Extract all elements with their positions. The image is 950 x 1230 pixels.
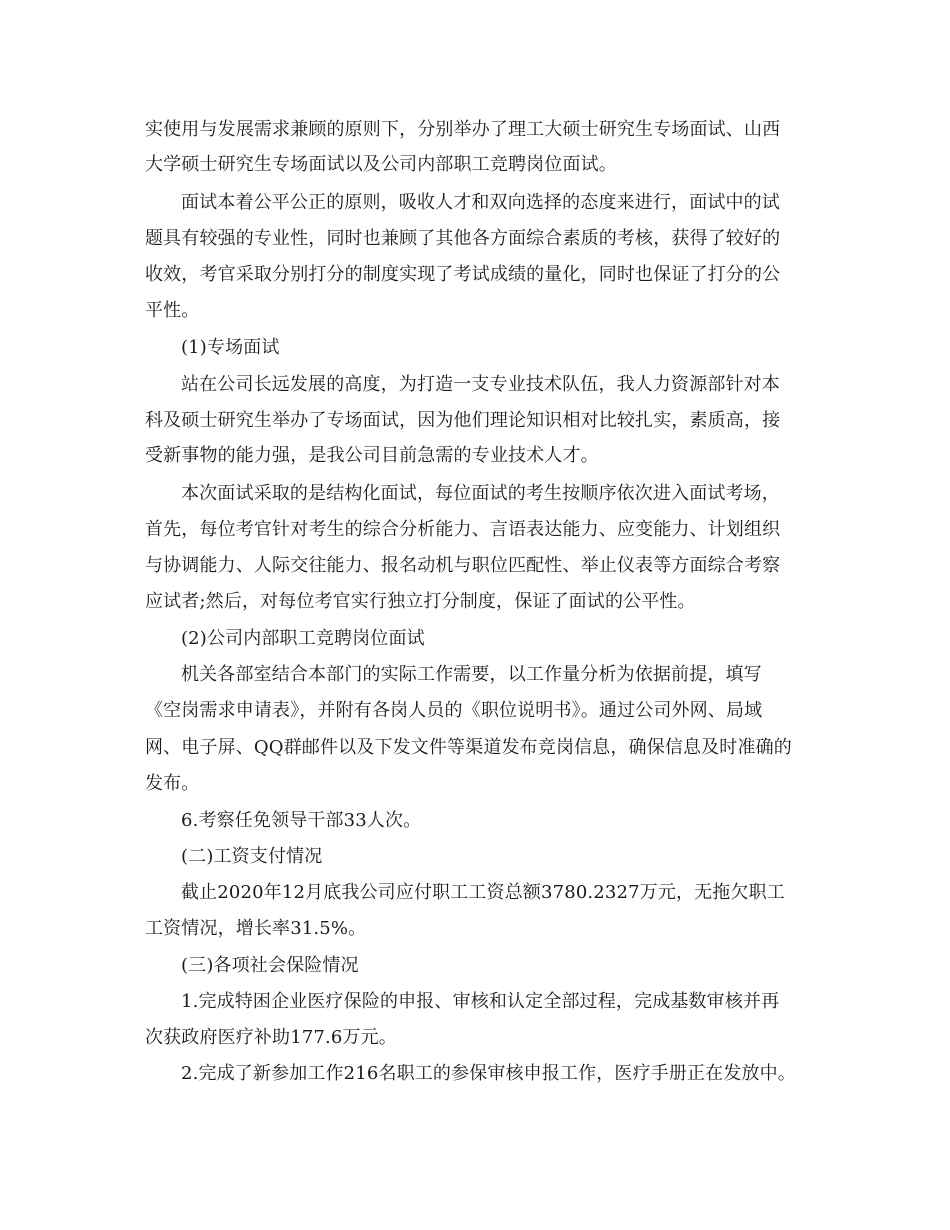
text-line: 网、电子屏、QQ群邮件以及下发文件等渠道发布竞岗信息，确保信息及时准确的	[145, 737, 792, 758]
text-line: 本次面试采取的是结构化面试，每位面试的考生按顺序依次进入面试考场，	[181, 483, 780, 504]
text-line: 与协调能力、人际交往能力、报名动机与职位匹配性、举止仪表等方面综合考察	[145, 555, 781, 576]
text-line: 6.考察任免领导干部33人次。	[181, 810, 422, 831]
text-line: 科及硕士研究生举办了专场面试，因为他们理论知识相对比较扎实，素质高，接	[145, 410, 781, 431]
text-line: 2.完成了新参加工作216名职工的参保审核申报工作，医疗手册正在发放中。	[181, 1063, 796, 1084]
text-line: 次获政府医疗补助177.6万元。	[145, 1027, 397, 1048]
text-line: 收效，考官采取分别打分的制度实现了考试成绩的量化，同时也保证了打分的公	[145, 264, 781, 285]
text-line: 平性。	[145, 300, 200, 321]
section-heading: (三)各项社会保险情况	[181, 955, 359, 976]
text-line: 机关各部室结合本部门的实际工作需要，以工作量分析为依据前提，填写	[181, 664, 762, 685]
text-line: 应试者;然后，对每位考官实行独立打分制度，保证了面试的公平性。	[145, 591, 696, 612]
text-line: 大学硕士研究生专场面试以及公司内部职工竞聘岗位面试。	[145, 154, 617, 175]
section-heading: (1)专场面试	[181, 337, 280, 358]
text-line: 实使用与发展需求兼顾的原则下，分别举办了理工大硕士研究生专场面试、山西	[145, 119, 781, 140]
text-line: 发布。	[145, 773, 200, 794]
text-line: 截止2020年12月底我公司应付职工工资总额3780.2327万元，无拖欠职工	[181, 882, 785, 903]
section-heading: (二)工资支付情况	[181, 846, 323, 867]
text-line: 工资情况，增长率31.5%。	[145, 918, 367, 939]
text-line: 面试本着公平公正的原则，吸收人才和双向选择的态度来进行，面试中的试	[181, 192, 780, 213]
text-line: 受新事物的能力强，是我公司目前急需的专业技术人才。	[145, 445, 599, 466]
text-line: 《空岗需求申请表》，并附有各岗人员的《职位说明书》。通过公司外网、局域	[145, 700, 763, 721]
text-line: 站在公司长远发展的高度，为打造一支专业技术队伍，我人力资源部针对本	[181, 374, 780, 395]
text-line: 1.完成特困企业医疗保险的申报、审核和认定全部过程，完成基数审核并再	[181, 991, 780, 1012]
section-heading: (2)公司内部职工竞聘岗位面试	[181, 628, 425, 649]
text-line: 题具有较强的专业性，同时也兼顾了其他各方面综合素质的考核，获得了较好的	[145, 228, 781, 249]
text-line: 首先，每位考官针对考生的综合分析能力、言语表达能力、应变能力、计划组织	[145, 519, 781, 540]
